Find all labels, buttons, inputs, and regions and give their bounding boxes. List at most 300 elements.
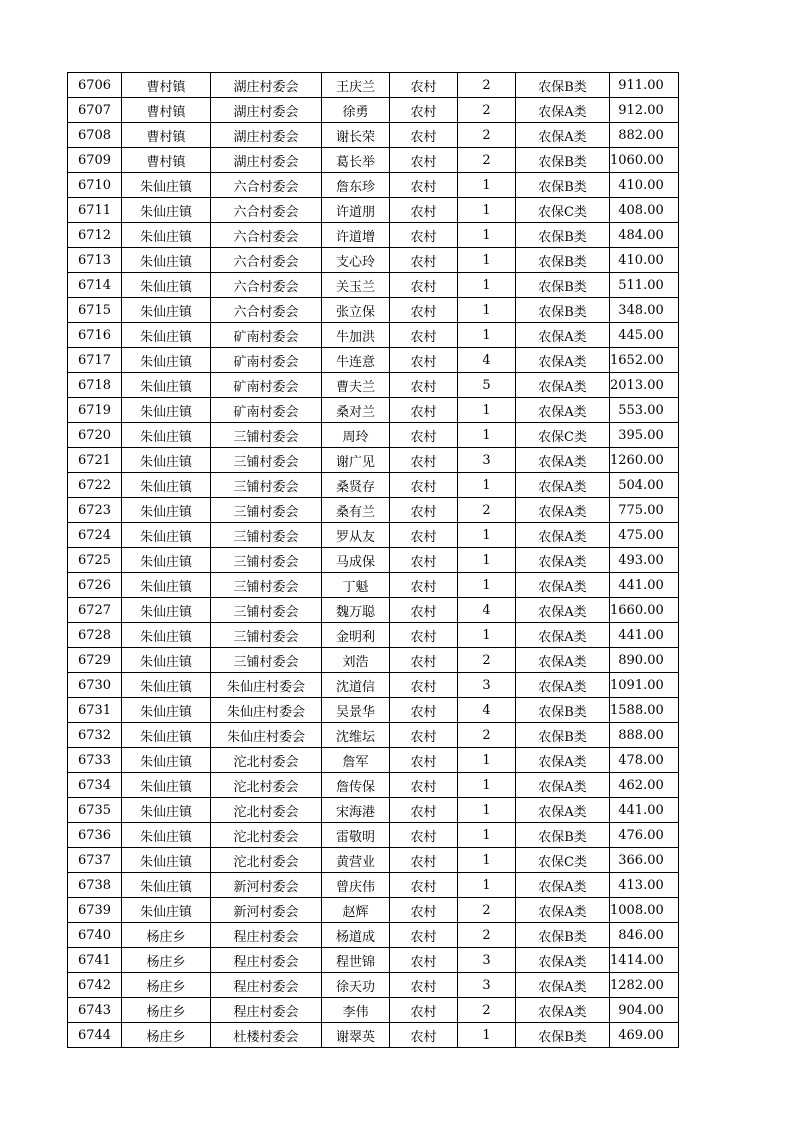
household-size-cell: 3 <box>458 948 516 973</box>
amount-cell: 890.00 <box>610 648 679 673</box>
name-cell: 许道增 <box>322 223 390 248</box>
village-cell: 六合村委会 <box>211 198 322 223</box>
table-row <box>68 173 679 198</box>
amount-cell: 888.00 <box>610 723 679 748</box>
table-row <box>68 248 679 273</box>
row-number: 6711 <box>68 198 122 223</box>
village-cell: 朱仙庄村委会 <box>211 673 322 698</box>
row-number: 6733 <box>68 748 122 773</box>
name-cell: 许道朋 <box>322 198 390 223</box>
household-size-cell: 1 <box>458 848 516 873</box>
amount-cell: 1260.00 <box>610 448 679 473</box>
table-row <box>68 873 679 898</box>
village-cell: 朱仙庄村委会 <box>211 723 322 748</box>
name-cell: 金明利 <box>322 623 390 648</box>
insurance-category-cell: 农保A类 <box>516 448 610 473</box>
table-row <box>68 98 679 123</box>
insurance-category-cell: 农保A类 <box>516 748 610 773</box>
town-cell: 朱仙庄镇 <box>122 823 211 848</box>
amount-cell: 462.00 <box>610 773 679 798</box>
name-cell: 曾庆伟 <box>322 873 390 898</box>
table-row <box>68 473 679 498</box>
name-cell: 王庆兰 <box>322 73 390 98</box>
table-row <box>68 148 679 173</box>
row-number: 6740 <box>68 923 122 948</box>
town-cell: 朱仙庄镇 <box>122 273 211 298</box>
village-cell: 六合村委会 <box>211 248 322 273</box>
household-size-cell: 1 <box>458 523 516 548</box>
household-size-cell: 1 <box>458 473 516 498</box>
name-cell: 马成保 <box>322 548 390 573</box>
table-row <box>68 323 679 348</box>
row-number: 6742 <box>68 973 122 998</box>
row-number: 6714 <box>68 273 122 298</box>
amount-cell: 904.00 <box>610 998 679 1023</box>
amount-cell: 912.00 <box>610 98 679 123</box>
table-body <box>68 73 679 1048</box>
amount-cell: 553.00 <box>610 398 679 423</box>
household-size-cell: 1 <box>458 198 516 223</box>
household-size-cell: 4 <box>458 348 516 373</box>
village-cell: 三铺村委会 <box>211 623 322 648</box>
name-cell: 雷敬明 <box>322 823 390 848</box>
area-type-cell: 农村 <box>390 923 458 948</box>
village-cell: 六合村委会 <box>211 223 322 248</box>
household-size-cell: 1 <box>458 823 516 848</box>
town-cell: 朱仙庄镇 <box>122 298 211 323</box>
area-type-cell: 农村 <box>390 548 458 573</box>
household-size-cell: 2 <box>458 898 516 923</box>
town-cell: 朱仙庄镇 <box>122 773 211 798</box>
amount-cell: 441.00 <box>610 798 679 823</box>
village-cell: 三铺村委会 <box>211 598 322 623</box>
amount-cell: 1588.00 <box>610 698 679 723</box>
household-size-cell: 3 <box>458 973 516 998</box>
village-cell: 朱仙庄村委会 <box>211 698 322 723</box>
area-type-cell: 农村 <box>390 998 458 1023</box>
row-number: 6743 <box>68 998 122 1023</box>
insurance-category-cell: 农保B类 <box>516 273 610 298</box>
table-row <box>68 773 679 798</box>
table-row <box>68 998 679 1023</box>
insurance-category-cell: 农保B类 <box>516 723 610 748</box>
amount-cell: 504.00 <box>610 473 679 498</box>
row-number: 6719 <box>68 398 122 423</box>
town-cell: 朱仙庄镇 <box>122 698 211 723</box>
town-cell: 曹村镇 <box>122 148 211 173</box>
village-cell: 程庄村委会 <box>211 998 322 1023</box>
insurance-category-cell: 农保A类 <box>516 123 610 148</box>
row-number: 6717 <box>68 348 122 373</box>
insurance-category-cell: 农保B类 <box>516 173 610 198</box>
row-number: 6728 <box>68 623 122 648</box>
area-type-cell: 农村 <box>390 798 458 823</box>
name-cell: 徐勇 <box>322 98 390 123</box>
village-cell: 程庄村委会 <box>211 923 322 948</box>
insurance-category-cell: 农保B类 <box>516 823 610 848</box>
village-cell: 沱北村委会 <box>211 748 322 773</box>
area-type-cell: 农村 <box>390 573 458 598</box>
name-cell: 程世锦 <box>322 948 390 973</box>
village-cell: 沱北村委会 <box>211 798 322 823</box>
name-cell: 桑贤存 <box>322 473 390 498</box>
area-type-cell: 农村 <box>390 698 458 723</box>
name-cell: 赵辉 <box>322 898 390 923</box>
area-type-cell: 农村 <box>390 173 458 198</box>
amount-cell: 493.00 <box>610 548 679 573</box>
household-size-cell: 1 <box>458 173 516 198</box>
area-type-cell: 农村 <box>390 873 458 898</box>
household-size-cell: 4 <box>458 698 516 723</box>
insurance-category-cell: 农保A类 <box>516 973 610 998</box>
village-cell: 三铺村委会 <box>211 523 322 548</box>
area-type-cell: 农村 <box>390 248 458 273</box>
town-cell: 朱仙庄镇 <box>122 423 211 448</box>
village-cell: 程庄村委会 <box>211 948 322 973</box>
household-size-cell: 4 <box>458 598 516 623</box>
name-cell: 关玉兰 <box>322 273 390 298</box>
area-type-cell: 农村 <box>390 323 458 348</box>
village-cell: 矿南村委会 <box>211 323 322 348</box>
area-type-cell: 农村 <box>390 948 458 973</box>
household-size-cell: 1 <box>458 1023 516 1048</box>
town-cell: 曹村镇 <box>122 73 211 98</box>
table-row <box>68 823 679 848</box>
table-row <box>68 673 679 698</box>
amount-cell: 441.00 <box>610 623 679 648</box>
insurance-category-cell: 农保C类 <box>516 848 610 873</box>
town-cell: 朱仙庄镇 <box>122 898 211 923</box>
area-type-cell: 农村 <box>390 448 458 473</box>
area-type-cell: 农村 <box>390 648 458 673</box>
household-size-cell: 5 <box>458 373 516 398</box>
row-number: 6718 <box>68 373 122 398</box>
amount-cell: 1008.00 <box>610 898 679 923</box>
insurance-category-cell: 农保A类 <box>516 873 610 898</box>
area-type-cell: 农村 <box>390 373 458 398</box>
area-type-cell: 农村 <box>390 348 458 373</box>
table-row <box>68 123 679 148</box>
name-cell: 黄营业 <box>322 848 390 873</box>
town-cell: 朱仙庄镇 <box>122 348 211 373</box>
town-cell: 朱仙庄镇 <box>122 673 211 698</box>
village-cell: 湖庄村委会 <box>211 123 322 148</box>
village-cell: 三铺村委会 <box>211 648 322 673</box>
insurance-category-cell: 农保B类 <box>516 73 610 98</box>
village-cell: 沱北村委会 <box>211 848 322 873</box>
village-cell: 矿南村委会 <box>211 398 322 423</box>
household-size-cell: 1 <box>458 573 516 598</box>
insurance-category-cell: 农保A类 <box>516 523 610 548</box>
area-type-cell: 农村 <box>390 1023 458 1048</box>
data-table <box>67 72 679 1048</box>
table-row <box>68 373 679 398</box>
insurance-category-cell: 农保A类 <box>516 798 610 823</box>
row-number: 6725 <box>68 548 122 573</box>
row-number: 6739 <box>68 898 122 923</box>
town-cell: 朱仙庄镇 <box>122 173 211 198</box>
insurance-category-cell: 农保A类 <box>516 348 610 373</box>
household-size-cell: 2 <box>458 73 516 98</box>
row-number: 6715 <box>68 298 122 323</box>
household-size-cell: 1 <box>458 298 516 323</box>
area-type-cell: 农村 <box>390 273 458 298</box>
name-cell: 丁魁 <box>322 573 390 598</box>
table-row <box>68 273 679 298</box>
name-cell: 曹夫兰 <box>322 373 390 398</box>
row-number: 6726 <box>68 573 122 598</box>
table-row <box>68 723 679 748</box>
table-row <box>68 523 679 548</box>
town-cell: 朱仙庄镇 <box>122 223 211 248</box>
table-row <box>68 623 679 648</box>
village-cell: 矿南村委会 <box>211 373 322 398</box>
row-number: 6716 <box>68 323 122 348</box>
row-number: 6722 <box>68 473 122 498</box>
household-size-cell: 1 <box>458 223 516 248</box>
amount-cell: 441.00 <box>610 573 679 598</box>
row-number: 6724 <box>68 523 122 548</box>
name-cell: 谢广见 <box>322 448 390 473</box>
row-number: 6738 <box>68 873 122 898</box>
insurance-category-cell: 农保A类 <box>516 573 610 598</box>
village-cell: 六合村委会 <box>211 273 322 298</box>
row-number: 6709 <box>68 148 122 173</box>
household-size-cell: 1 <box>458 423 516 448</box>
amount-cell: 484.00 <box>610 223 679 248</box>
village-cell: 新河村委会 <box>211 873 322 898</box>
amount-cell: 1282.00 <box>610 973 679 998</box>
insurance-category-cell: 农保A类 <box>516 773 610 798</box>
insurance-category-cell: 农保A类 <box>516 898 610 923</box>
amount-cell: 775.00 <box>610 498 679 523</box>
table-row <box>68 498 679 523</box>
row-number: 6730 <box>68 673 122 698</box>
amount-cell: 882.00 <box>610 123 679 148</box>
insurance-category-cell: 农保A类 <box>516 373 610 398</box>
area-type-cell: 农村 <box>390 523 458 548</box>
area-type-cell: 农村 <box>390 773 458 798</box>
area-type-cell: 农村 <box>390 848 458 873</box>
household-size-cell: 1 <box>458 273 516 298</box>
town-cell: 朱仙庄镇 <box>122 573 211 598</box>
household-size-cell: 1 <box>458 323 516 348</box>
household-size-cell: 1 <box>458 773 516 798</box>
table-row <box>68 573 679 598</box>
table-row <box>68 748 679 773</box>
household-size-cell: 1 <box>458 623 516 648</box>
town-cell: 朱仙庄镇 <box>122 323 211 348</box>
town-cell: 朱仙庄镇 <box>122 598 211 623</box>
village-cell: 三铺村委会 <box>211 473 322 498</box>
town-cell: 朱仙庄镇 <box>122 648 211 673</box>
insurance-category-cell: 农保B类 <box>516 248 610 273</box>
name-cell: 桑有兰 <box>322 498 390 523</box>
village-cell: 沱北村委会 <box>211 773 322 798</box>
name-cell: 李伟 <box>322 998 390 1023</box>
household-size-cell: 1 <box>458 398 516 423</box>
table-row <box>68 848 679 873</box>
insurance-category-cell: 农保B类 <box>516 698 610 723</box>
household-size-cell: 1 <box>458 748 516 773</box>
row-number: 6723 <box>68 498 122 523</box>
insurance-category-cell: 农保C类 <box>516 423 610 448</box>
insurance-category-cell: 农保A类 <box>516 948 610 973</box>
town-cell: 杨庄乡 <box>122 998 211 1023</box>
household-size-cell: 3 <box>458 448 516 473</box>
name-cell: 杨道成 <box>322 923 390 948</box>
town-cell: 朱仙庄镇 <box>122 723 211 748</box>
area-type-cell: 农村 <box>390 73 458 98</box>
area-type-cell: 农村 <box>390 723 458 748</box>
village-cell: 三铺村委会 <box>211 498 322 523</box>
name-cell: 罗从友 <box>322 523 390 548</box>
table-row <box>68 598 679 623</box>
village-cell: 新河村委会 <box>211 898 322 923</box>
row-number: 6721 <box>68 448 122 473</box>
area-type-cell: 农村 <box>390 973 458 998</box>
area-type-cell: 农村 <box>390 298 458 323</box>
area-type-cell: 农村 <box>390 398 458 423</box>
insurance-category-cell: 农保A类 <box>516 998 610 1023</box>
amount-cell: 846.00 <box>610 923 679 948</box>
household-size-cell: 2 <box>458 498 516 523</box>
village-cell: 沱北村委会 <box>211 823 322 848</box>
household-size-cell: 3 <box>458 673 516 698</box>
insurance-category-cell: 农保A类 <box>516 623 610 648</box>
insurance-category-cell: 农保A类 <box>516 598 610 623</box>
amount-cell: 1660.00 <box>610 598 679 623</box>
village-cell: 三铺村委会 <box>211 448 322 473</box>
household-size-cell: 1 <box>458 873 516 898</box>
town-cell: 朱仙庄镇 <box>122 548 211 573</box>
town-cell: 朱仙庄镇 <box>122 623 211 648</box>
village-cell: 矿南村委会 <box>211 348 322 373</box>
insurance-category-cell: 农保B类 <box>516 223 610 248</box>
table-row <box>68 648 679 673</box>
area-type-cell: 农村 <box>390 498 458 523</box>
table-row <box>68 973 679 998</box>
amount-cell: 478.00 <box>610 748 679 773</box>
table-row <box>68 448 679 473</box>
row-number: 6708 <box>68 123 122 148</box>
insurance-category-cell: 农保C类 <box>516 198 610 223</box>
amount-cell: 408.00 <box>610 198 679 223</box>
name-cell: 沈道信 <box>322 673 390 698</box>
town-cell: 朱仙庄镇 <box>122 473 211 498</box>
row-number: 6729 <box>68 648 122 673</box>
area-type-cell: 农村 <box>390 673 458 698</box>
village-cell: 湖庄村委会 <box>211 73 322 98</box>
name-cell: 谢翠英 <box>322 1023 390 1048</box>
area-type-cell: 农村 <box>390 148 458 173</box>
amount-cell: 511.00 <box>610 273 679 298</box>
amount-cell: 413.00 <box>610 873 679 898</box>
table-row <box>68 73 679 98</box>
area-type-cell: 农村 <box>390 598 458 623</box>
household-size-cell: 2 <box>458 998 516 1023</box>
town-cell: 杨庄乡 <box>122 923 211 948</box>
name-cell: 谢长荣 <box>322 123 390 148</box>
name-cell: 刘浩 <box>322 648 390 673</box>
area-type-cell: 农村 <box>390 823 458 848</box>
area-type-cell: 农村 <box>390 223 458 248</box>
insurance-category-cell: 农保A类 <box>516 648 610 673</box>
row-number: 6720 <box>68 423 122 448</box>
area-type-cell: 农村 <box>390 898 458 923</box>
row-number: 6713 <box>68 248 122 273</box>
village-cell: 湖庄村委会 <box>211 98 322 123</box>
name-cell: 周玲 <box>322 423 390 448</box>
insurance-category-cell: 农保A类 <box>516 398 610 423</box>
town-cell: 朱仙庄镇 <box>122 798 211 823</box>
row-number: 6734 <box>68 773 122 798</box>
name-cell: 葛长举 <box>322 148 390 173</box>
table-row <box>68 923 679 948</box>
area-type-cell: 农村 <box>390 748 458 773</box>
household-size-cell: 2 <box>458 648 516 673</box>
insurance-category-cell: 农保A类 <box>516 673 610 698</box>
amount-cell: 1060.00 <box>610 148 679 173</box>
amount-cell: 1091.00 <box>610 673 679 698</box>
name-cell: 詹东珍 <box>322 173 390 198</box>
name-cell: 詹传保 <box>322 773 390 798</box>
name-cell: 宋海港 <box>322 798 390 823</box>
table-row <box>68 348 679 373</box>
town-cell: 朱仙庄镇 <box>122 198 211 223</box>
area-type-cell: 农村 <box>390 623 458 648</box>
name-cell: 牛加洪 <box>322 323 390 348</box>
row-number: 6727 <box>68 598 122 623</box>
amount-cell: 911.00 <box>610 73 679 98</box>
insurance-category-cell: 农保B类 <box>516 923 610 948</box>
area-type-cell: 农村 <box>390 473 458 498</box>
name-cell: 魏万聪 <box>322 598 390 623</box>
table-row <box>68 798 679 823</box>
amount-cell: 469.00 <box>610 1023 679 1048</box>
village-cell: 三铺村委会 <box>211 548 322 573</box>
name-cell: 吴景华 <box>322 698 390 723</box>
row-number: 6707 <box>68 98 122 123</box>
amount-cell: 366.00 <box>610 848 679 873</box>
row-number: 6731 <box>68 698 122 723</box>
name-cell: 牛连意 <box>322 348 390 373</box>
town-cell: 杨庄乡 <box>122 973 211 998</box>
town-cell: 朱仙庄镇 <box>122 523 211 548</box>
row-number: 6736 <box>68 823 122 848</box>
area-type-cell: 农村 <box>390 423 458 448</box>
row-number: 6712 <box>68 223 122 248</box>
amount-cell: 410.00 <box>610 173 679 198</box>
town-cell: 朱仙庄镇 <box>122 873 211 898</box>
name-cell: 沈维坛 <box>322 723 390 748</box>
table-row <box>68 298 679 323</box>
name-cell: 徐天功 <box>322 973 390 998</box>
area-type-cell: 农村 <box>390 198 458 223</box>
insurance-category-cell: 农保A类 <box>516 323 610 348</box>
town-cell: 朱仙庄镇 <box>122 498 211 523</box>
table-row <box>68 1023 679 1048</box>
amount-cell: 2013.00 <box>610 373 679 398</box>
insurance-category-cell: 农保B类 <box>516 148 610 173</box>
household-size-cell: 2 <box>458 723 516 748</box>
insurance-category-cell: 农保B类 <box>516 298 610 323</box>
household-size-cell: 1 <box>458 248 516 273</box>
town-cell: 朱仙庄镇 <box>122 373 211 398</box>
table-row <box>68 398 679 423</box>
insurance-category-cell: 农保A类 <box>516 98 610 123</box>
row-number: 6737 <box>68 848 122 873</box>
